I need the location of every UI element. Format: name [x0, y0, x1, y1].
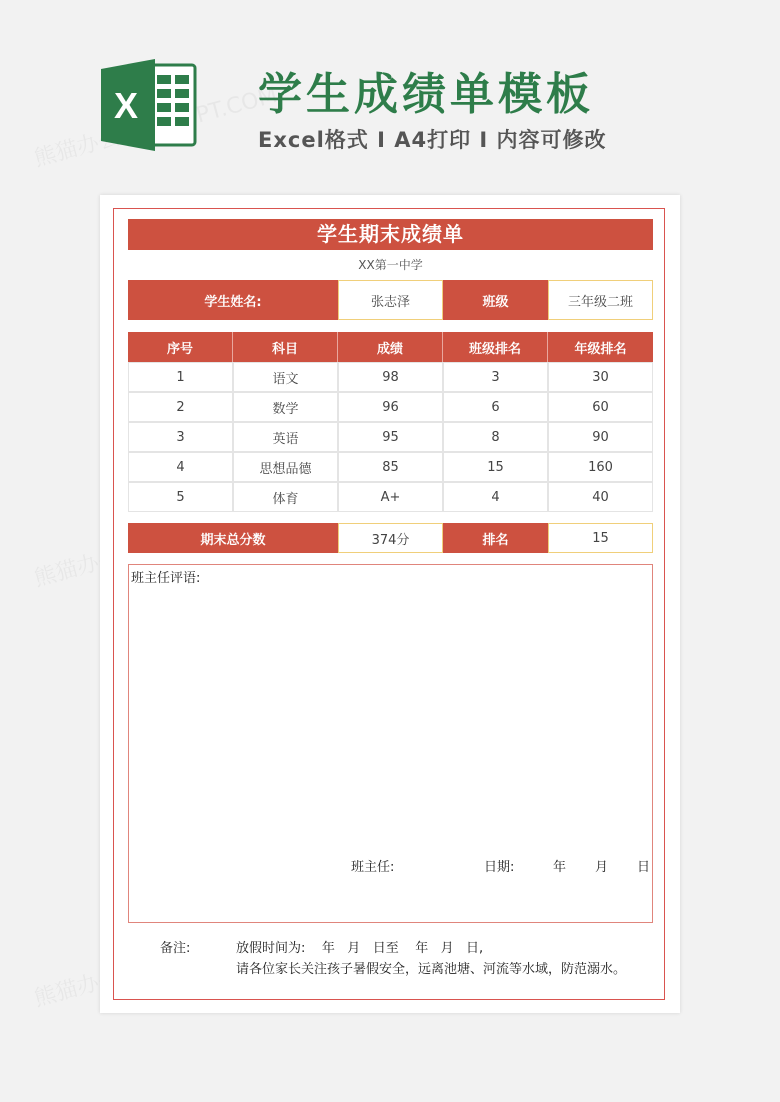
table-cell[interactable]: 60: [548, 392, 653, 422]
table-cell[interactable]: 2: [128, 392, 233, 422]
date-day: 日: [637, 860, 651, 875]
class-value[interactable]: 三年级二班: [548, 280, 653, 320]
notes-line-1: 放假时间为: 年 月 日至 年 月 日,: [236, 941, 484, 956]
table-cell[interactable]: 98: [338, 362, 443, 392]
table-cell[interactable]: 3: [443, 362, 548, 392]
table-cell[interactable]: 95: [338, 422, 443, 452]
date-label: 日期:: [484, 860, 515, 875]
table-cell[interactable]: 40: [548, 482, 653, 512]
student-name-value[interactable]: 张志泽: [338, 280, 443, 320]
table-header-index: 序号: [128, 332, 233, 362]
notes-label: 备注:: [160, 941, 191, 956]
page-title: 学生成绩单模板: [258, 69, 594, 120]
rank-label: 排名: [443, 523, 548, 553]
table-cell[interactable]: 体育: [233, 482, 338, 512]
document-title: 学生期末成绩单: [128, 219, 653, 250]
table-cell[interactable]: 英语: [233, 422, 338, 452]
date-year: 年: [553, 860, 567, 875]
table-cell[interactable]: 4: [443, 482, 548, 512]
table-header-score: 成绩: [338, 332, 443, 362]
excel-logo-icon: [101, 59, 197, 151]
table-cell[interactable]: 85: [338, 452, 443, 482]
table-cell[interactable]: 6: [443, 392, 548, 422]
table-header-class-rank: 班级排名: [443, 332, 548, 362]
date-month: 月: [595, 860, 609, 875]
logo-letter: X: [113, 85, 139, 126]
teacher-signature-label: 班主任:: [351, 860, 395, 875]
table-header-subject: 科目: [233, 332, 338, 362]
total-score-label: 期末总分数: [128, 523, 338, 553]
table-cell[interactable]: 数学: [233, 392, 338, 422]
page-subtitle: Excel格式 I A4打印 I 内容可修改: [258, 128, 607, 152]
table-cell[interactable]: 160: [548, 452, 653, 482]
class-label: 班级: [443, 280, 548, 320]
student-name-label: 学生姓名:: [128, 280, 338, 320]
table-cell[interactable]: A+: [338, 482, 443, 512]
table-cell[interactable]: 96: [338, 392, 443, 422]
table-cell[interactable]: 3: [128, 422, 233, 452]
table-cell[interactable]: 15: [443, 452, 548, 482]
school-name: XX第一中学: [358, 258, 423, 272]
table-cell[interactable]: 8: [443, 422, 548, 452]
total-score-value[interactable]: 374分: [338, 523, 443, 553]
table-header-grade-rank: 年级排名: [548, 332, 653, 362]
table-cell[interactable]: 90: [548, 422, 653, 452]
table-cell[interactable]: 1: [128, 362, 233, 392]
teacher-comment-label: 班主任评语:: [131, 571, 201, 586]
table-cell[interactable]: 语文: [233, 362, 338, 392]
notes-line-2: 请各位家长关注孩子暑假安全，远离池塘、河流等水域，防范溺水。: [236, 962, 627, 977]
rank-value[interactable]: 15: [548, 523, 653, 553]
table-cell[interactable]: 4: [128, 452, 233, 482]
table-cell[interactable]: 5: [128, 482, 233, 512]
table-cell[interactable]: 思想品德: [233, 452, 338, 482]
table-cell[interactable]: 30: [548, 362, 653, 392]
